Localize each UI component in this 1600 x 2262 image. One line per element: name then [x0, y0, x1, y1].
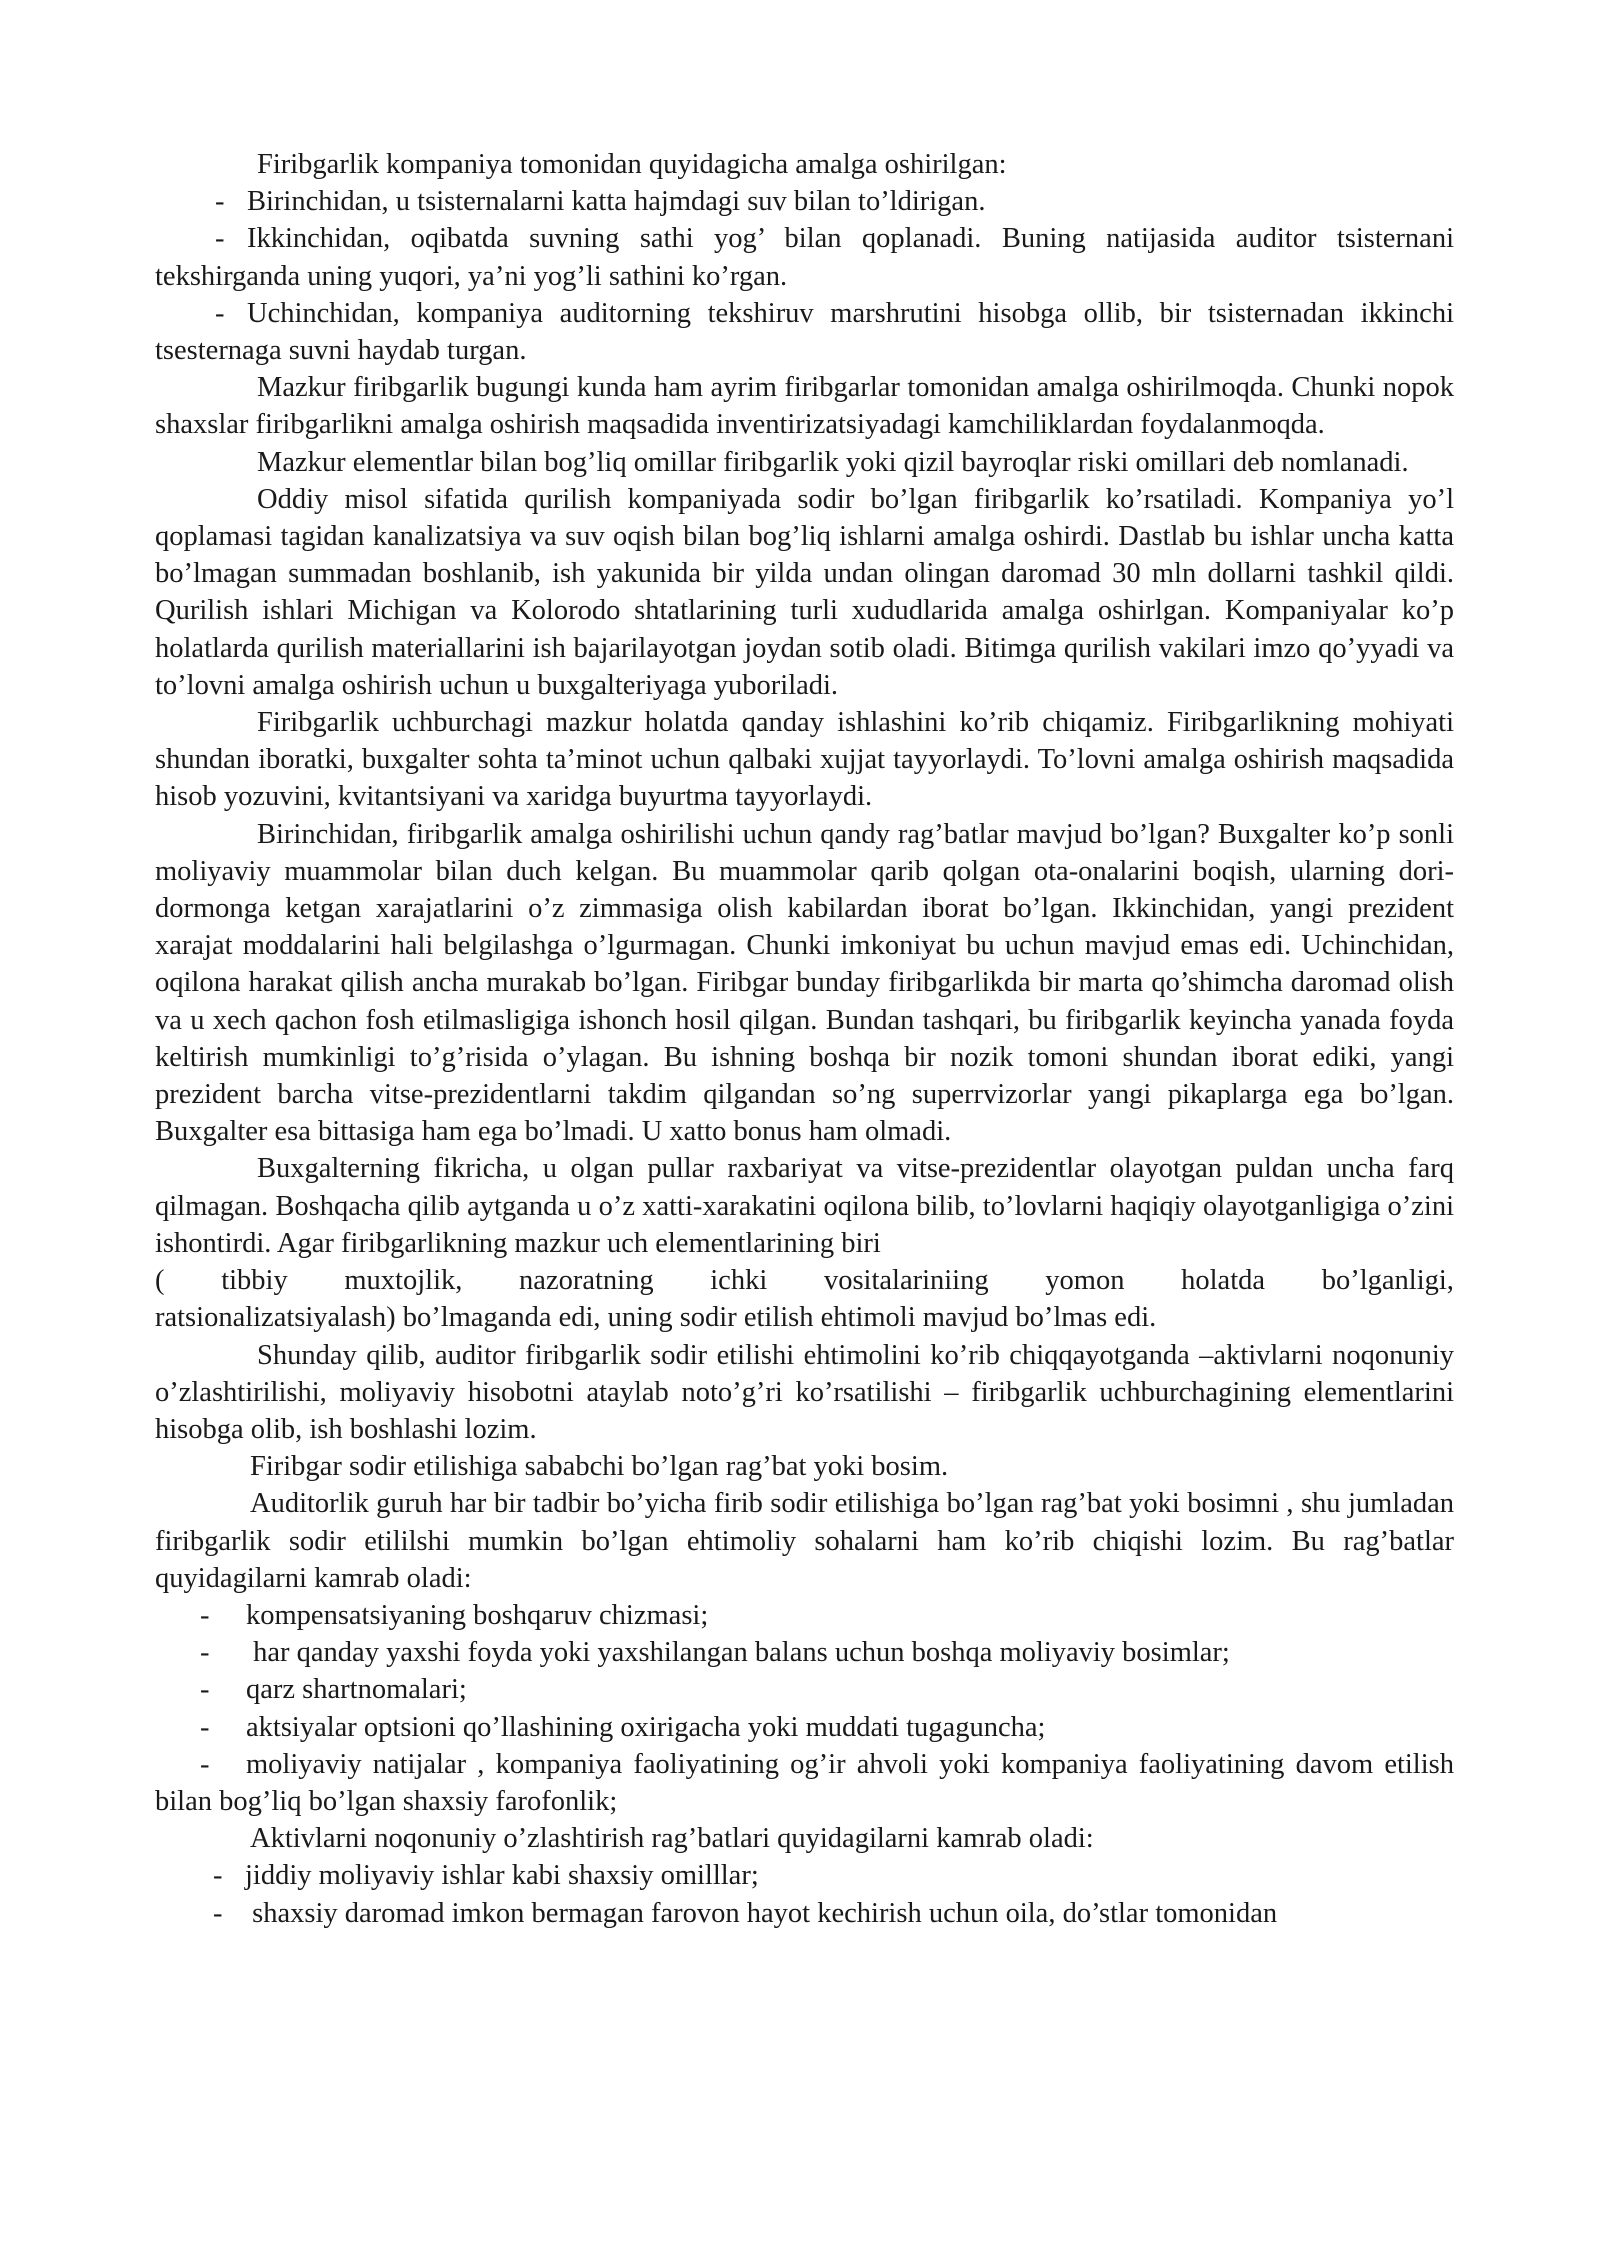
list-dash: - [200, 1711, 210, 1743]
list-dash: - [215, 186, 225, 218]
document-body [155, 146, 1454, 1932]
list-item [155, 295, 1454, 369]
paragraph: Buxgalterning fikricha, u olgan pullar raxbariyat va vitse-prezidentlar olayotgan puldan uncha farq qilmagan. Boshqacha qilib aytganda u o’z xatti-xarakatini oqilona bilib, to’lovlarni haqiqiy olayotganligiga o’zini ishontirdi. Agar firibgarlikning mazkur uch elementlarining biri [155, 1153, 1454, 1259]
paragraph: Oddiy misol sifatida qurilish kompaniyada sodir bo’lgan firibgarlik ko’rsatiladi. Kompaniya yo’l qoplamasi tagidan kanalizatsiya va suv oqish bilan bog’liq ishlarni amalga oshirdi. Dastlab bu ishlar uncha katta bo’lmagan summadan boshlanib, ish yakunida bir yilda undan olingan daromad 30 mln dollarni tashkil qildi. Qurilish ishlari Michigan va Kolorodo shtatlarining turli xududlarida amalga oshirlgan. Kompaniyalar ko’p holatlarda qurilish materiallarini ish bajarilayotgan joydan sotib oladi. Bitimga qurilish vakilari imzo qo’yyadi va to’lovni amalga oshirish uchun u buxgalteriyaga yuboriladi. [155, 483, 1454, 701]
word: holatda [1181, 1265, 1266, 1297]
word: nazoratning [519, 1265, 654, 1297]
list-item-text: shaxsiy daromad imkon bermagan farovon hayot kechirish uchun oila, do’stlar tomonidan [245, 1897, 1278, 1929]
word: tibbiy [221, 1265, 288, 1297]
paragraph: ratsionalizatsiyalash) bo’lmaganda edi, uning sodir etilish ehtimoli mavjud bo’lmas edi. [155, 1302, 1157, 1334]
word: yomon [1045, 1265, 1125, 1297]
justified-line [155, 1262, 1454, 1299]
list-dash: - [213, 1860, 223, 1892]
list-dash: - [215, 223, 225, 255]
list-item-text: Birinchidan, u tsisternalarni katta hajmdagi suv bilan to’ldirigan. [247, 186, 986, 218]
word: muxtojlik, [344, 1265, 463, 1297]
word: ichki [710, 1265, 768, 1297]
paragraph: Birinchidan, firibgarlik amalga oshirilishi uchun qandy rag’batlar mavjud bo’lgan? Buxgalter ko’p sonli moliyaviy muammolar bilan duch kelgan. Bu muammolar qarib qolgan ota-onalarini boqish, ularning dori-dormonga ketgan xarajatlarini o’z zimmasiga olish kabilardan iborat bo’lgan. Ikkinchidan, yangi prezident xarajat moddalarini hali belgilashga o’lgurmagan. Chunki imkoniyat bu uchun mavjud emas edi. Uchinchidan, oqilona harakat qilish ancha murakab bo’lgan. Firibgar bunday firibgarlikda bir marta qo’shimcha daromad olish va u xech qachon fosh etilmasligiga ishonch hosil qilgan. Bundan tashqari, bu firibgarlik keyincha yanada foyda keltirish mumkinligi to’g’risida o’ylagan. Bu ishning boshqa bir nozik tomoni shundan iborat ediki, yangi prezident barcha vitse-prezidentlarni takdim qilgandan so’ng superrvizorlar yangi pikaplarga ega bo’lgan. Buxgalter esa bittasiga ham ega bo’lmadi. U xatto bonus ham olmadi. [155, 818, 1454, 1148]
list-item [155, 1634, 1454, 1671]
list-item-text: kompensatsiyaning boshqaruv chizmasi; [246, 1599, 709, 1631]
word: vositalariniing [823, 1265, 989, 1297]
paragraph: Firibgarlik uchburchagi mazkur holatda qanday ishlashini ko’rib chiqamiz. Firibgarlikning mohiyati shundan iboratki, buxgalter sohta ta’minot uchun qalbaki xujjat tayyorlaydi. To’lovni amalga oshirish maqsadida hisob yozuvini, kvitantsiyani va xaridga buyurtma tayyorlaydi. [155, 707, 1454, 813]
list-item [155, 1597, 1454, 1634]
list-item [155, 1671, 1454, 1708]
list-item [155, 1709, 1454, 1746]
paragraph: Mazkur firibgarlik bugungi kunda ham ayrim firibgarlar tomonidan amalga oshirilmoqda. Chunki nopok shaxslar firibgarlikni amalga oshirish maqsadida inventirizatsiyadagi kamchiliklardan foydalanmoqda. [155, 372, 1454, 441]
list-item-text: Uchinchidan, kompaniya auditorning tekshiruv marshrutini hisobga ollib, bir tsisternadan ikkinchi tsesternaga suvni haydab turgan. [155, 297, 1454, 367]
list-dash: - [200, 1637, 210, 1669]
list-dash: - [200, 1599, 210, 1631]
list-item-text: aktsiyalar optsioni qo’llashining oxirigacha yoki muddati tugaguncha; [246, 1711, 1046, 1743]
list-item-text: jiddiy moliyaviy ishlar kabi shaxsiy omilllar; [245, 1860, 759, 1892]
list-dash: - [215, 297, 225, 329]
paragraph: Mazkur elementlar bilan bog’liq omillar firibgarlik yoki qizil bayroqlar riski omillari deb nomlanadi. [257, 446, 1409, 478]
paragraph: Firibgarlik kompaniya tomonidan quyidagicha amalga oshirilgan: [257, 149, 1007, 180]
list-dash: - [200, 1674, 210, 1706]
list-dash: - [200, 1748, 210, 1780]
list-item [155, 183, 1454, 220]
paragraph: Auditorlik guruh har bir tadbir bo’yicha firib sodir etilishiga bo’lgan rag’bat yoki bosimni , shu jumladan firibgarlik sodir etililshi mumkin bo’lgan ehtimoliy sohalarni ham ko’rib chiqishi lozim. Bu rag’batlar quyidagilarni kamrab oladi: [155, 1488, 1454, 1594]
paragraph: Aktivlarni noqonuniy o’zlashtirish rag’batlari quyidagilarni kamrab oladi: [250, 1823, 1094, 1855]
word: bo’lganligi, [1321, 1265, 1454, 1297]
list-item [155, 1746, 1454, 1820]
paragraph: Firibgar sodir etilishiga sababchi bo’lgan rag’bat yoki bosim. [250, 1451, 949, 1483]
list-item-text: moliyaviy natijalar , kompaniya faoliyatining og’ir ahvoli yoki kompaniya faoliyatining davom etilish bilan bog’liq bo’lgan shaxsiy farofonlik; [155, 1748, 1454, 1817]
list-item [155, 220, 1454, 294]
paragraph: Shunday qilib, auditor firibgarlik sodir etilishi ehtimolini ko’rib chiqqayotganda –aktivlarni noqonuniy o’zlashtirilishi, moliyaviy hisobotni ataylab noto’g’ri ko’rsatilishi – firibgarlik uchburchagining elementlarini hisobga olib, ish boshlashi lozim. [155, 1339, 1454, 1445]
list-item [155, 1895, 1454, 1932]
list-dash: - [213, 1897, 223, 1929]
list-item [155, 1857, 1454, 1894]
word: ( [155, 1265, 165, 1297]
list-item-text: qarz shartnomalari; [246, 1674, 467, 1706]
list-item-text: har qanday yaxshi foyda yoki yaxshilangan balans uchun boshqa moliyaviy bosimlar; [246, 1637, 1230, 1669]
list-item-text: Ikkinchidan, oqibatda suvning sathi yog’ bilan qoplanadi. Buning natijasida auditor tsisternani tekshirganda uning yuqori, ya’ni yog’li sathini ko’rgan. [155, 223, 1454, 292]
